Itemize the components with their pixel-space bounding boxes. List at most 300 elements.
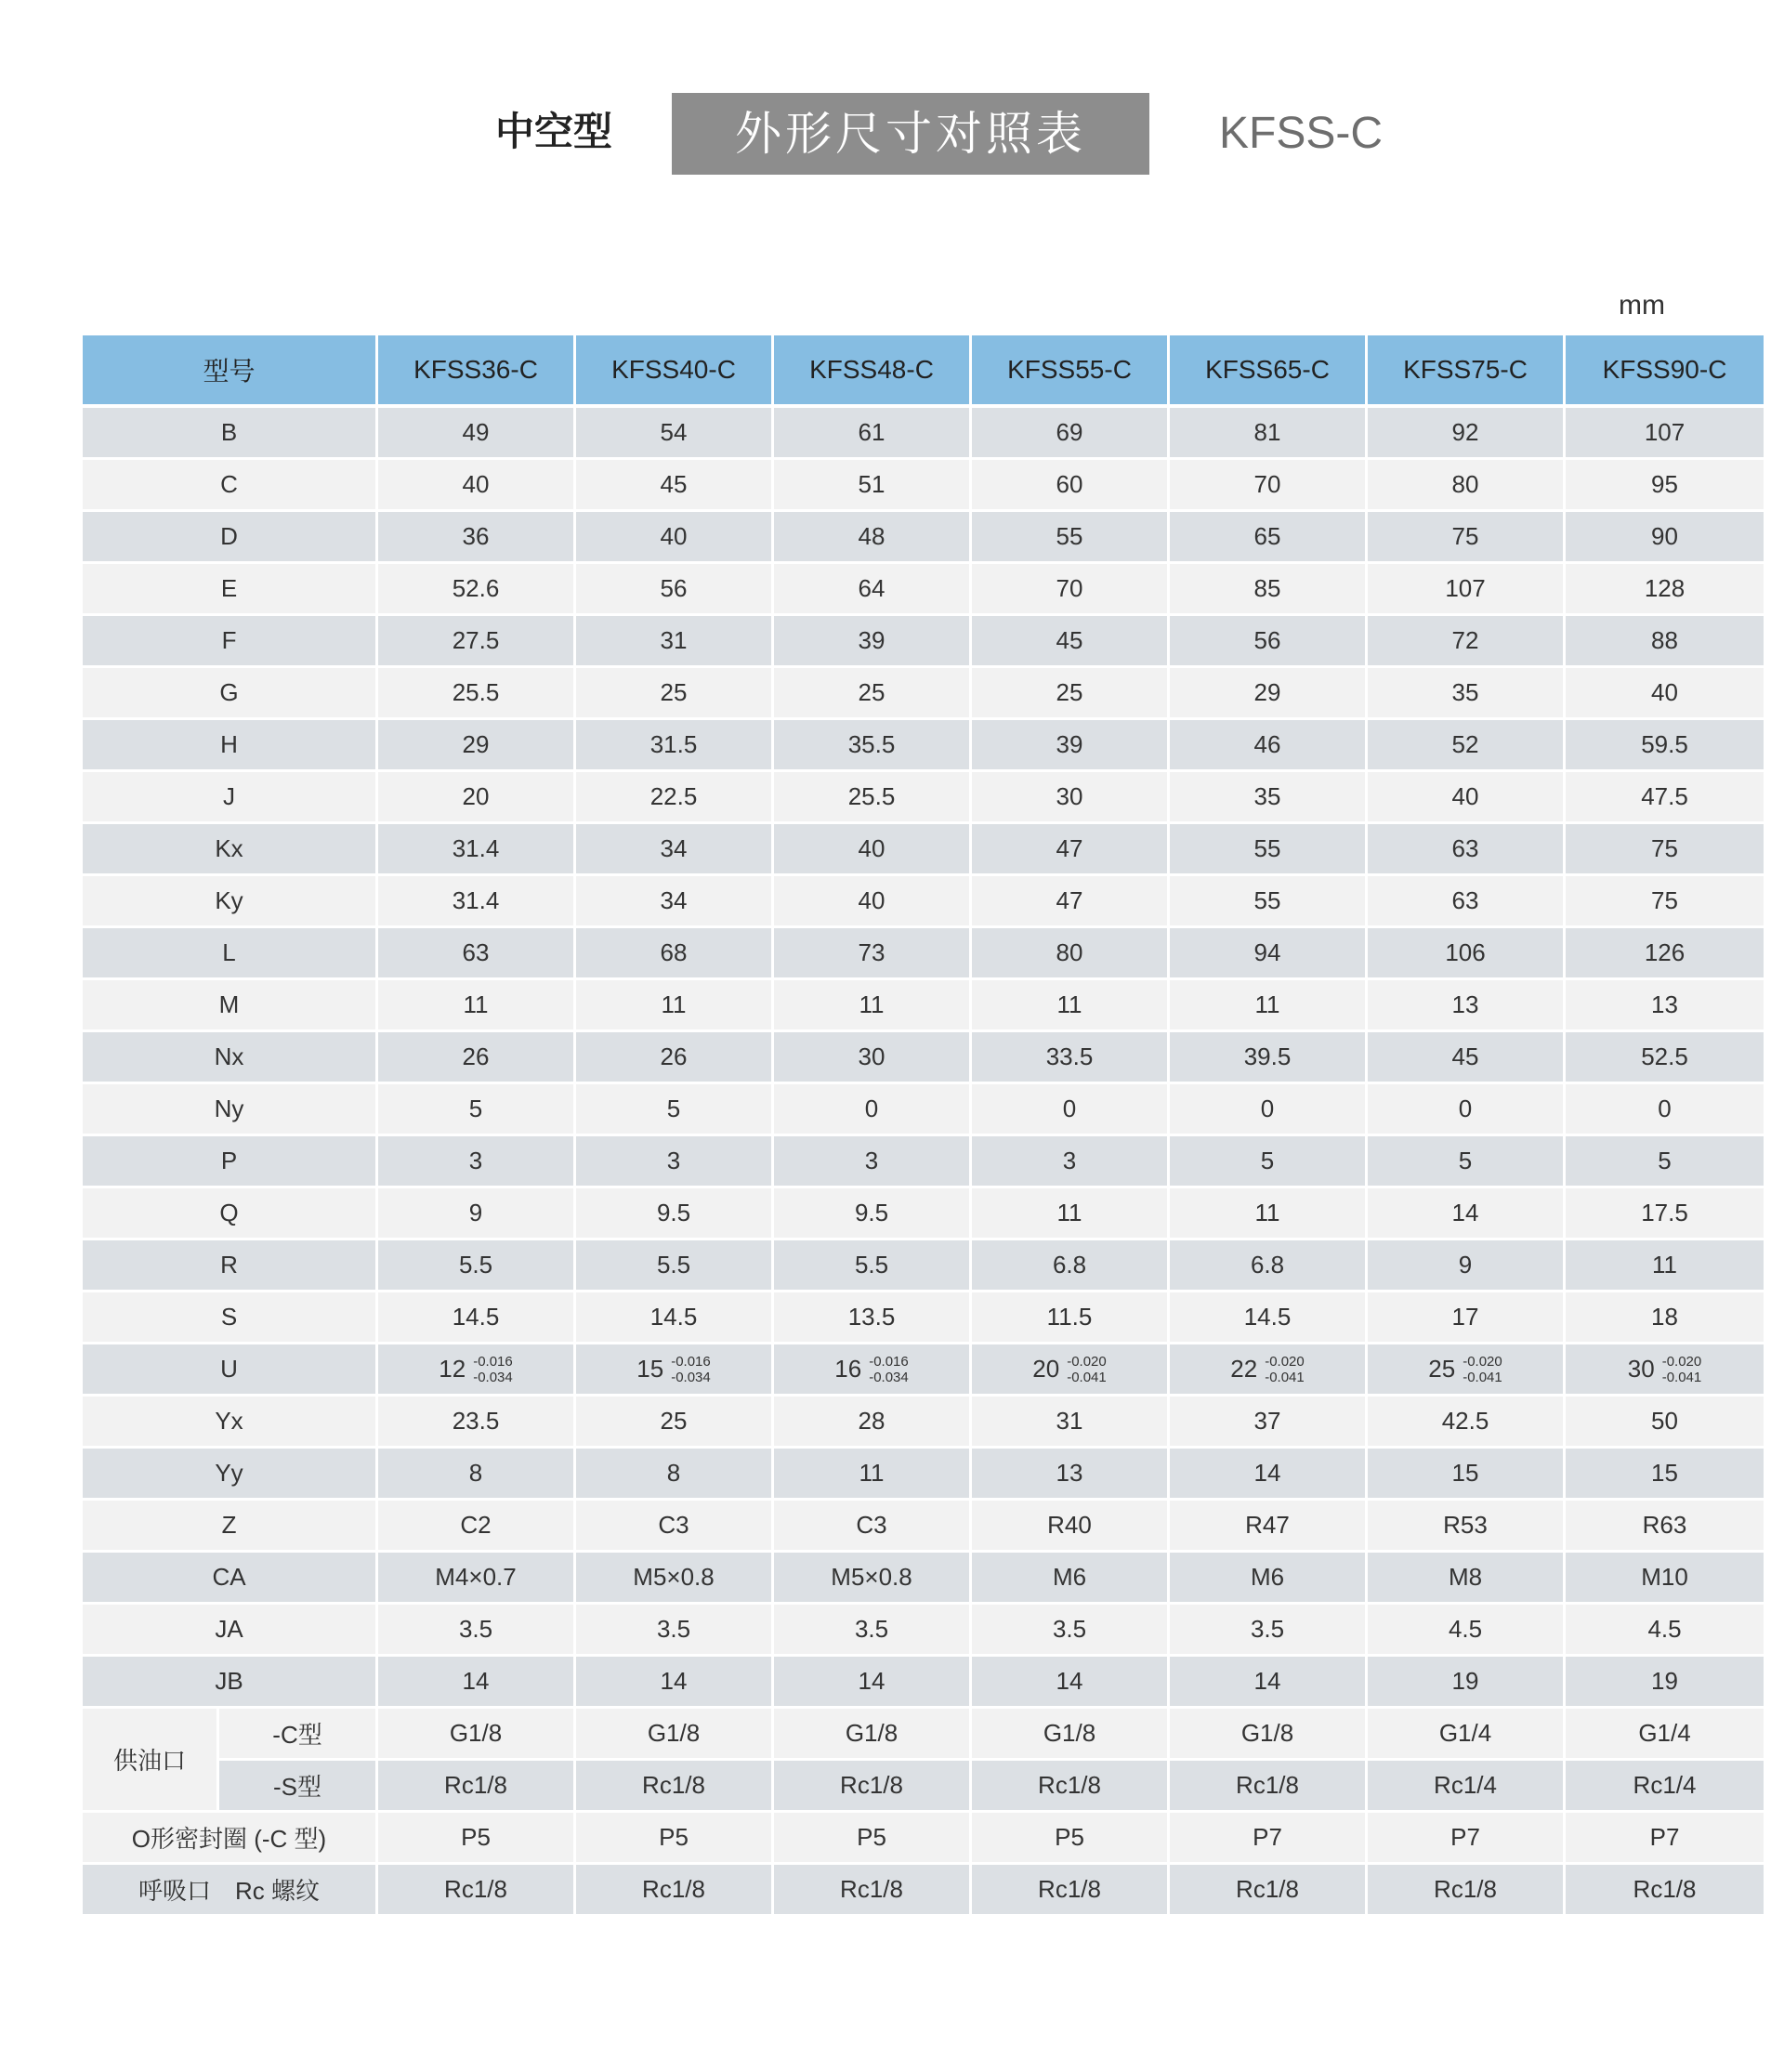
- table-cell: 5: [1170, 1136, 1365, 1188]
- table-cell: 40: [1566, 668, 1764, 720]
- tolerance-deviation: [1067, 1354, 1107, 1385]
- row-label: Nx: [83, 1032, 375, 1084]
- table-cell: Rc1/8: [378, 1865, 573, 1917]
- tolerance-value: [1628, 1354, 1701, 1385]
- table-cell: 81: [1170, 408, 1365, 460]
- table-cell: 54: [576, 408, 771, 460]
- table-cell: 9: [1368, 1240, 1563, 1292]
- tolerance-upper: -0.016: [473, 1353, 513, 1370]
- table-cell: 40: [774, 824, 969, 876]
- row-label: P: [83, 1136, 375, 1188]
- table-cell: 75: [1368, 512, 1563, 564]
- table-cell: 52.5: [1566, 1032, 1764, 1084]
- tolerance-upper: -0.016: [671, 1353, 711, 1370]
- header-corner: 型号: [83, 335, 375, 408]
- tolerance-lower: -0.041: [1661, 1369, 1702, 1385]
- table-cell: Rc1/8: [1566, 1865, 1764, 1917]
- row-label: U: [83, 1344, 375, 1397]
- table-row: [83, 616, 1764, 668]
- table-cell: R40: [972, 1501, 1167, 1553]
- table-cell: 11: [774, 1449, 969, 1501]
- header-model: KFSS40-C: [576, 335, 771, 408]
- table-cell: 55: [1170, 876, 1365, 928]
- row-label: Ny: [83, 1084, 375, 1136]
- header-model: KFSS65-C: [1170, 335, 1365, 408]
- table-cell: 63: [1368, 876, 1563, 928]
- tolerance-upper: -0.020: [1463, 1353, 1502, 1370]
- table-cell: 52.6: [378, 564, 573, 616]
- table-cell: M6: [972, 1553, 1167, 1605]
- page-title-banner: 外形尺寸对照表: [672, 93, 1149, 175]
- table-row: [83, 980, 1764, 1032]
- row-sublabel: -C型: [219, 1709, 375, 1761]
- table-cell: 8: [576, 1449, 771, 1501]
- table-row: [83, 824, 1764, 876]
- table-cell: 14: [774, 1657, 969, 1709]
- table-cell: [1566, 1344, 1764, 1397]
- table-cell: 69: [972, 408, 1167, 460]
- table-cell: Rc1/4: [1368, 1761, 1563, 1813]
- tolerance-value: [636, 1354, 710, 1385]
- table-cell: 35: [1170, 772, 1365, 824]
- table-cell: 17: [1368, 1292, 1563, 1344]
- row-label: JA: [83, 1605, 375, 1657]
- tolerance-deviation: [671, 1354, 711, 1385]
- table-row: [83, 1397, 1764, 1449]
- row-sublabel: -S型: [219, 1761, 375, 1813]
- table-cell: 11: [378, 980, 573, 1032]
- table-cell: 55: [1170, 824, 1365, 876]
- table-cell: 47: [972, 824, 1167, 876]
- table-row: [83, 1709, 1764, 1761]
- row-label: H: [83, 720, 375, 772]
- table-cell: 50: [1566, 1397, 1764, 1449]
- table-cell: [1368, 1344, 1563, 1397]
- table-cell: 107: [1566, 408, 1764, 460]
- table-cell: 11: [972, 1188, 1167, 1240]
- row-label: Kx: [83, 824, 375, 876]
- table-cell: 6.8: [1170, 1240, 1365, 1292]
- table-cell: 19: [1566, 1657, 1764, 1709]
- table-cell: 27.5: [378, 616, 573, 668]
- row-label: B: [83, 408, 375, 460]
- table-row: [83, 772, 1764, 824]
- table-cell: 40: [1368, 772, 1563, 824]
- table-cell: C3: [774, 1501, 969, 1553]
- table-cell: 40: [774, 876, 969, 928]
- table-row: [83, 408, 1764, 460]
- table-cell: 0: [1368, 1084, 1563, 1136]
- table-cell: 73: [774, 928, 969, 980]
- table-cell: 15: [1566, 1449, 1764, 1501]
- table-cell: 64: [774, 564, 969, 616]
- unit-label: mm: [1619, 290, 1665, 321]
- table-row: [83, 1553, 1764, 1605]
- table-cell: 14: [378, 1657, 573, 1709]
- tolerance-base: 22: [1230, 1355, 1258, 1383]
- table-cell: 75: [1566, 824, 1764, 876]
- table-cell: 63: [378, 928, 573, 980]
- tolerance-value: [1032, 1354, 1106, 1385]
- table-row: [83, 564, 1764, 616]
- table-cell: 14: [576, 1657, 771, 1709]
- table-cell: 75: [1566, 876, 1764, 928]
- row-label: Yy: [83, 1449, 375, 1501]
- tolerance-value: [834, 1354, 908, 1385]
- table-header-row: [83, 335, 1764, 408]
- table-cell: 45: [1368, 1032, 1563, 1084]
- table-cell: 11: [576, 980, 771, 1032]
- table-cell: 128: [1566, 564, 1764, 616]
- table-cell: 11: [1566, 1240, 1764, 1292]
- table-cell: 25: [576, 1397, 771, 1449]
- table-cell: M8: [1368, 1553, 1563, 1605]
- table-cell: 42.5: [1368, 1397, 1563, 1449]
- row-label: L: [83, 928, 375, 980]
- tolerance-base: 16: [834, 1355, 862, 1383]
- table-cell: 61: [774, 408, 969, 460]
- table-row: [83, 928, 1764, 980]
- table-cell: 23.5: [378, 1397, 573, 1449]
- table-cell: 17.5: [1566, 1188, 1764, 1240]
- table-cell: M4×0.7: [378, 1553, 573, 1605]
- table-cell: 14: [1170, 1449, 1365, 1501]
- table-cell: 55: [972, 512, 1167, 564]
- table-cell: 5.5: [774, 1240, 969, 1292]
- table-cell: 11: [1170, 980, 1365, 1032]
- row-label: Yx: [83, 1397, 375, 1449]
- table-cell: 33.5: [972, 1032, 1167, 1084]
- table-cell: 47: [972, 876, 1167, 928]
- table-cell: R47: [1170, 1501, 1365, 1553]
- table-cell: G1/4: [1566, 1709, 1764, 1761]
- table-row: [83, 1813, 1764, 1865]
- page-title-type: 中空型: [495, 109, 613, 154]
- table-cell: 13.5: [774, 1292, 969, 1344]
- table-cell: 47.5: [1566, 772, 1764, 824]
- table-cell: 80: [972, 928, 1167, 980]
- table-cell: 20: [378, 772, 573, 824]
- table-row: [83, 1136, 1764, 1188]
- table-cell: [972, 1344, 1167, 1397]
- table-cell: 59.5: [1566, 720, 1764, 772]
- table-cell: 26: [378, 1032, 573, 1084]
- table-cell: Rc1/4: [1566, 1761, 1764, 1813]
- row-label: Z: [83, 1501, 375, 1553]
- row-label: R: [83, 1240, 375, 1292]
- table-cell: 35.5: [774, 720, 969, 772]
- table-cell: 30: [774, 1032, 969, 1084]
- table-cell: 25: [972, 668, 1167, 720]
- tolerance-deviation: [1662, 1354, 1702, 1385]
- table-cell: 31: [576, 616, 771, 668]
- header-model: KFSS90-C: [1566, 335, 1764, 408]
- table-cell: Rc1/8: [1170, 1761, 1365, 1813]
- table-cell: 40: [378, 460, 573, 512]
- table-row: [83, 668, 1764, 720]
- table-cell: 14: [972, 1657, 1167, 1709]
- table-cell: 95: [1566, 460, 1764, 512]
- table-row: [83, 1188, 1764, 1240]
- row-label: S: [83, 1292, 375, 1344]
- dimension-table: [80, 335, 1766, 1917]
- tolerance-lower: -0.034: [869, 1369, 909, 1385]
- table-cell: 29: [378, 720, 573, 772]
- table-cell: 13: [1566, 980, 1764, 1032]
- table-cell: 68: [576, 928, 771, 980]
- table-cell: 8: [378, 1449, 573, 1501]
- tolerance-base: 30: [1627, 1355, 1655, 1383]
- table-cell: 5: [378, 1084, 573, 1136]
- table-cell: 3: [774, 1136, 969, 1188]
- table-cell: M5×0.8: [774, 1553, 969, 1605]
- table-row: [83, 1605, 1764, 1657]
- table-cell: 11.5: [972, 1292, 1167, 1344]
- table-cell: 90: [1566, 512, 1764, 564]
- table-cell: P5: [972, 1813, 1167, 1865]
- table-cell: 0: [1566, 1084, 1764, 1136]
- row-group-label: 供油口: [83, 1709, 216, 1813]
- table-cell: 25: [774, 668, 969, 720]
- table-cell: 3: [378, 1136, 573, 1188]
- table-cell: M6: [1170, 1553, 1365, 1605]
- table-cell: M5×0.8: [576, 1553, 771, 1605]
- table-cell: 56: [576, 564, 771, 616]
- table-cell: P7: [1566, 1813, 1764, 1865]
- table-cell: G1/4: [1368, 1709, 1563, 1761]
- table-cell: 31.4: [378, 876, 573, 928]
- table-cell: 4.5: [1368, 1605, 1563, 1657]
- table-cell: Rc1/8: [774, 1761, 969, 1813]
- tolerance-upper: -0.016: [869, 1353, 909, 1370]
- tolerance-base: 12: [439, 1355, 466, 1383]
- table-cell: 31.4: [378, 824, 573, 876]
- table-cell: G1/8: [576, 1709, 771, 1761]
- table-cell: 46: [1170, 720, 1365, 772]
- table-cell: Rc1/8: [972, 1865, 1167, 1917]
- table-cell: 25: [576, 668, 771, 720]
- table-cell: 45: [972, 616, 1167, 668]
- table-cell: Rc1/8: [972, 1761, 1167, 1813]
- tolerance-base: 15: [636, 1355, 664, 1383]
- table-cell: C3: [576, 1501, 771, 1553]
- table-cell: 31: [972, 1397, 1167, 1449]
- table-cell: 22.5: [576, 772, 771, 824]
- row-label: G: [83, 668, 375, 720]
- table-cell: 30: [972, 772, 1167, 824]
- table-cell: 3: [576, 1136, 771, 1188]
- table-cell: [1170, 1344, 1365, 1397]
- table-cell: 6.8: [972, 1240, 1167, 1292]
- table-cell: 70: [972, 564, 1167, 616]
- row-label: J: [83, 772, 375, 824]
- tolerance-lower: -0.034: [671, 1369, 711, 1385]
- table-cell: 14: [1170, 1657, 1365, 1709]
- table-cell: 5: [1368, 1136, 1563, 1188]
- table-cell: 3.5: [1170, 1605, 1365, 1657]
- tolerance-base: 25: [1428, 1355, 1456, 1383]
- table-cell: 126: [1566, 928, 1764, 980]
- row-label: M: [83, 980, 375, 1032]
- row-label: C: [83, 460, 375, 512]
- table-cell: [774, 1344, 969, 1397]
- table-cell: 48: [774, 512, 969, 564]
- table-cell: 9: [378, 1188, 573, 1240]
- header-model: KFSS75-C: [1368, 335, 1563, 408]
- table-cell: 49: [378, 408, 573, 460]
- table-cell: 34: [576, 824, 771, 876]
- tolerance-lower: -0.041: [1463, 1369, 1502, 1385]
- row-label: F: [83, 616, 375, 668]
- table-cell: C2: [378, 1501, 573, 1553]
- table-cell: G1/8: [378, 1709, 573, 1761]
- row-label: Q: [83, 1188, 375, 1240]
- table-cell: G1/8: [1170, 1709, 1365, 1761]
- table-cell: 88: [1566, 616, 1764, 668]
- table-cell: Rc1/8: [1368, 1865, 1563, 1917]
- table-cell: 37: [1170, 1397, 1365, 1449]
- table-cell: P5: [378, 1813, 573, 1865]
- table-row: [83, 1084, 1764, 1136]
- table-cell: Rc1/8: [378, 1761, 573, 1813]
- table-cell: 25.5: [774, 772, 969, 824]
- table-cell: P5: [774, 1813, 969, 1865]
- table-cell: 5.5: [576, 1240, 771, 1292]
- table-cell: P7: [1170, 1813, 1365, 1865]
- table-cell: 9.5: [774, 1188, 969, 1240]
- table-row: [83, 1292, 1764, 1344]
- row-label: D: [83, 512, 375, 564]
- table-cell: Rc1/8: [1170, 1865, 1365, 1917]
- page-title-model: KFSS-C: [1219, 109, 1384, 158]
- table-cell: 3: [972, 1136, 1167, 1188]
- tolerance-lower: -0.034: [473, 1369, 513, 1385]
- tolerance-value: [1428, 1354, 1502, 1385]
- table-cell: 34: [576, 876, 771, 928]
- tolerance-lower: -0.041: [1067, 1369, 1107, 1385]
- table-cell: 65: [1170, 512, 1365, 564]
- table-cell: 70: [1170, 460, 1365, 512]
- table-cell: 40: [576, 512, 771, 564]
- table-cell: 11: [1170, 1188, 1365, 1240]
- table-cell: 26: [576, 1032, 771, 1084]
- table-cell: [576, 1344, 771, 1397]
- table-cell: 9.5: [576, 1188, 771, 1240]
- table-cell: 5.5: [378, 1240, 573, 1292]
- table-cell: 0: [972, 1084, 1167, 1136]
- row-label: CA: [83, 1553, 375, 1605]
- tolerance-deviation: [1265, 1354, 1305, 1385]
- table-cell: 25.5: [378, 668, 573, 720]
- table-cell: 39: [774, 616, 969, 668]
- table-cell: 18: [1566, 1292, 1764, 1344]
- table-cell: 45: [576, 460, 771, 512]
- table-cell: 14: [1368, 1188, 1563, 1240]
- table-cell: 14.5: [378, 1292, 573, 1344]
- table-cell: 13: [972, 1449, 1167, 1501]
- tolerance-upper: -0.020: [1661, 1353, 1702, 1370]
- table-cell: 3.5: [576, 1605, 771, 1657]
- table-cell: 11: [972, 980, 1167, 1032]
- tolerance-deviation: [1463, 1354, 1502, 1385]
- table-row: [83, 720, 1764, 772]
- tolerance-value: [1230, 1354, 1304, 1385]
- header-model: KFSS55-C: [972, 335, 1167, 408]
- table-cell: 3.5: [378, 1605, 573, 1657]
- table-cell: 29: [1170, 668, 1365, 720]
- tolerance-deviation: [869, 1354, 909, 1385]
- row-label: E: [83, 564, 375, 616]
- table-cell: 35: [1368, 668, 1563, 720]
- table-cell: M10: [1566, 1553, 1764, 1605]
- table-cell: 13: [1368, 980, 1563, 1032]
- table-cell: 36: [378, 512, 573, 564]
- table-cell: 4.5: [1566, 1605, 1764, 1657]
- table-cell: 39.5: [1170, 1032, 1365, 1084]
- table-cell: 19: [1368, 1657, 1563, 1709]
- table-cell: G1/8: [972, 1709, 1167, 1761]
- table-row: [83, 876, 1764, 928]
- table-cell: 80: [1368, 460, 1563, 512]
- tolerance-value: [439, 1354, 512, 1385]
- row-label: O形密封圈 (-C 型): [83, 1813, 375, 1865]
- table-row: [83, 1865, 1764, 1917]
- table-cell: P7: [1368, 1813, 1563, 1865]
- table-cell: 39: [972, 720, 1167, 772]
- header-model: KFSS36-C: [378, 335, 573, 408]
- tolerance-upper: -0.020: [1265, 1353, 1305, 1370]
- table-row: [83, 1657, 1764, 1709]
- tolerance-base: 20: [1032, 1355, 1060, 1383]
- table-row: [83, 1761, 1764, 1813]
- table-cell: 94: [1170, 928, 1365, 980]
- table-row: [83, 1240, 1764, 1292]
- table-cell: 51: [774, 460, 969, 512]
- table-cell: 11: [774, 980, 969, 1032]
- table-cell: 31.5: [576, 720, 771, 772]
- table-cell: 63: [1368, 824, 1563, 876]
- table-cell: 52: [1368, 720, 1563, 772]
- table-cell: 107: [1368, 564, 1563, 616]
- table-cell: 85: [1170, 564, 1365, 616]
- table-cell: 28: [774, 1397, 969, 1449]
- table-row: [83, 460, 1764, 512]
- table-row: [83, 1344, 1764, 1397]
- tolerance-lower: -0.041: [1265, 1369, 1305, 1385]
- table-cell: 0: [774, 1084, 969, 1136]
- table-row: [83, 1032, 1764, 1084]
- header-model: KFSS48-C: [774, 335, 969, 408]
- table-cell: Rc1/8: [774, 1865, 969, 1917]
- table-cell: 0: [1170, 1084, 1365, 1136]
- row-label: Ky: [83, 876, 375, 928]
- table-row: [83, 1449, 1764, 1501]
- table-cell: 60: [972, 460, 1167, 512]
- tolerance-deviation: [473, 1354, 513, 1385]
- table-cell: 92: [1368, 408, 1563, 460]
- table-cell: 72: [1368, 616, 1563, 668]
- table-cell: Rc1/8: [576, 1865, 771, 1917]
- table-cell: 5: [576, 1084, 771, 1136]
- table-row: [83, 1501, 1764, 1553]
- table-cell: 56: [1170, 616, 1365, 668]
- table-cell: 14.5: [1170, 1292, 1365, 1344]
- table-row: [83, 512, 1764, 564]
- row-label: 呼吸口 Rc 螺纹: [83, 1865, 375, 1917]
- table-cell: R63: [1566, 1501, 1764, 1553]
- table-cell: Rc1/8: [576, 1761, 771, 1813]
- table-cell: 3.5: [774, 1605, 969, 1657]
